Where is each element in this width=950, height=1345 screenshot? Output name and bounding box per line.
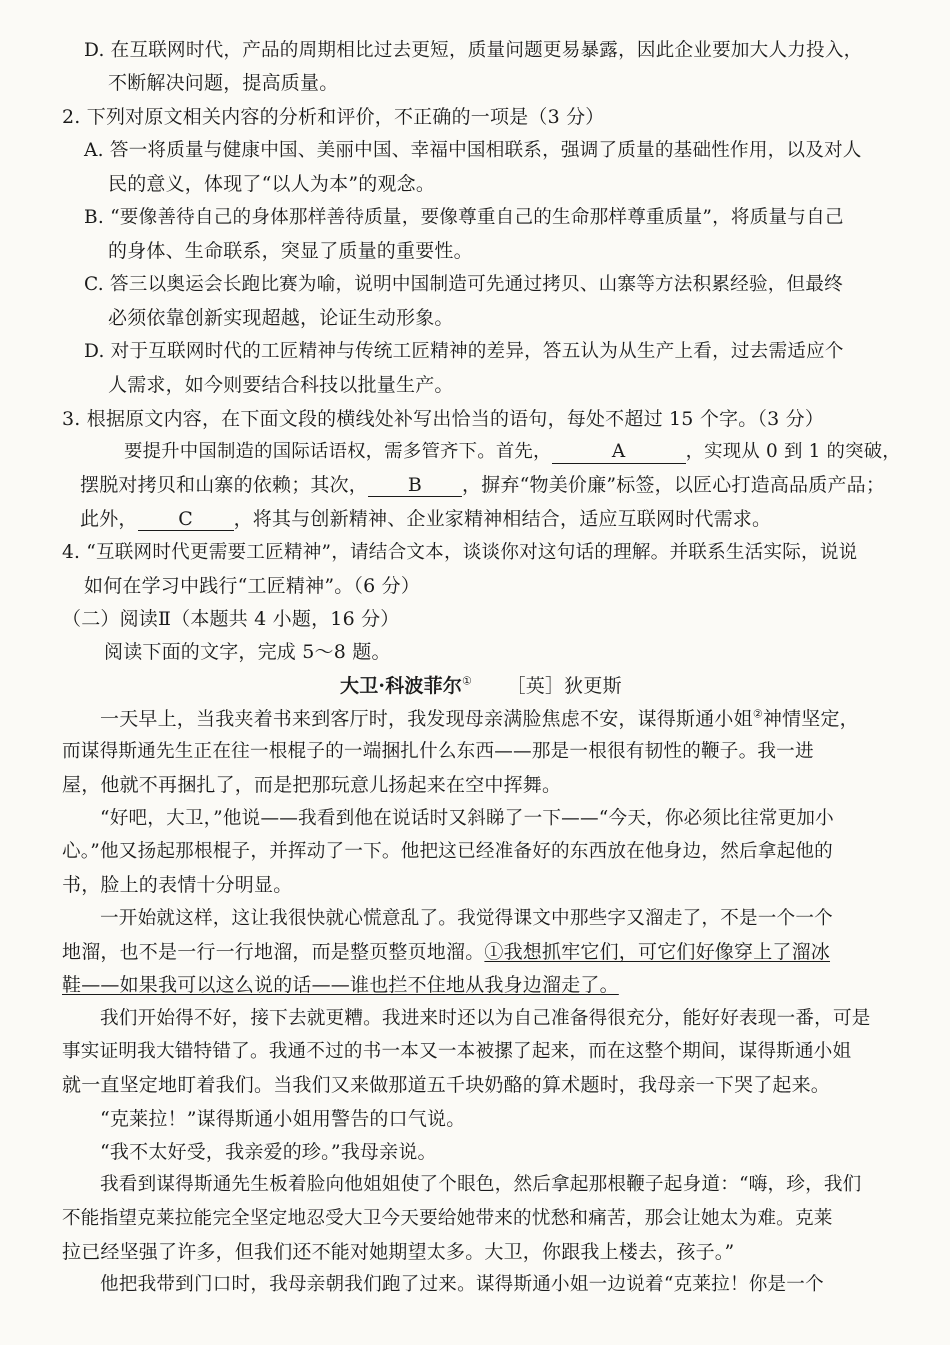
story-line-2: 而谋得斯通先生正在往一根棍子的一端捆扎什么东西——那是一根很有韧性的鞭子。我一进 <box>62 741 814 762</box>
q2-stem: 2. 下列对原文相关内容的分析和评价，不正确的一项是（3 分） <box>62 106 605 128</box>
q3-paragraph-line3 <box>80 506 771 532</box>
q2-option-a-line1: A. 答一将质量与健康中国、美丽中国、幸福中国相联系，强调了质量的基础性作用，以及对人 <box>84 140 862 161</box>
q3-paragraph-line2 <box>80 472 885 498</box>
story-line-10: 我们开始得不好，接下去就更糟。我进来时还以为自己准备得很充分，能好好表现一番，可是 <box>100 1008 871 1029</box>
story-line-1 <box>100 706 859 732</box>
story-line-15: 我看到谋得斯通先生板着脸向他姐姐使了个眼色，然后拿起那根鞭子起身道：“嗨，珍，我们 <box>100 1174 862 1195</box>
footnote-marker: ② <box>752 707 763 721</box>
story-text: 地溜，也不是一行一行地溜，而是整页整页地溜。 <box>62 941 485 963</box>
section-instruction: 阅读下面的文字，完成 5～8 题。 <box>104 641 391 663</box>
story-title-line <box>340 673 622 699</box>
story-line-16: 不能指望克莱拉能完全坚定地忍受大卫今天要给她带来的忧愁和痛苦，那会让她太为难。克莱 <box>62 1208 833 1229</box>
story-line-14: “我不太好受，我亲爱的珍。”我母亲说。 <box>100 1141 437 1163</box>
q3-text: 此外， <box>80 508 138 530</box>
q2-option-a-line2: 民的意义，体现了“以人为本”的观念。 <box>108 173 436 195</box>
section-heading: （二）阅读Ⅱ（本题共 4 小题，16 分） <box>62 608 400 630</box>
q2-option-b-line1: B. “要像善待自己的身体那样善待质量，要像尊重自己的生命那样尊重质量”，将质量与自己 <box>84 207 844 228</box>
story-line-7: 一开始就这样，这让我很快就心慌意乱了。我觉得课文中那些字又溜走了，不是一个一个 <box>100 908 833 929</box>
q2-option-d-line1: D. 对于互联网时代的工匠精神与传统工匠精神的差异，答五认为从生产上看，过去需适应个 <box>84 341 844 362</box>
story-text: 一天早上，当我夹着书来到客厅时，我发现母亲满脸焦虑不安，谋得斯通小姐 <box>100 708 753 730</box>
story-line-3: 屋，他就不再捆扎了，而是把那玩意儿扬起来在空中挥舞。 <box>62 774 562 796</box>
story-line-17: 拉已经坚强了许多，但我们还不能对她期望太多。大卫，你跟我上楼去，孩子。” <box>62 1241 735 1263</box>
blank-c[interactable]: C <box>138 508 234 531</box>
story-line-13: “克莱拉！”谋得斯通小姐用警告的口气说。 <box>100 1108 466 1130</box>
story-text: 神情坚定， <box>762 708 859 730</box>
q2-option-c-line1: C. 答三以奥运会长跑比赛为喻，说明中国制造可先通过拷贝、山寨等方法积累经验，但最终 <box>84 274 843 295</box>
story-title: 大卫·科波菲尔 <box>340 675 463 697</box>
q4-stem-line2: 如何在学习中践行“工匠精神”。（6 分） <box>84 575 421 597</box>
q3-text: ，摒弃“物美价廉”标签，以匠心打造高品质产品； <box>462 474 886 496</box>
story-line-9-underlined: 鞋——如果我可以这么说的话——谁也拦不住地从我身边溜走了。 <box>62 974 619 996</box>
q3-text: ，实现从 0 到 1 的突破， <box>685 441 901 462</box>
story-line-18: 他把我带到门口时，我母亲朝我们跑了过来。谋得斯通小姐一边说着“克莱拉！你是一个 <box>100 1274 824 1295</box>
q3-text: ，将其与创新精神、企业家精神相结合，适应互联网时代需求。 <box>233 508 772 530</box>
q3-text: 要提升中国制造的国际话语权，需多管齐下。首先， <box>124 441 552 462</box>
q3-stem: 3. 根据原文内容，在下面文段的横线处补写出恰当的语句，每处不超过 15 个字。（3 分） <box>62 408 825 430</box>
story-line-11: 事实证明我大错特错了。我通不过的书一本又一本被摞了起来，而在这整个期间，谋得斯通小姐 <box>62 1041 852 1062</box>
q2-option-c-line2: 必须依靠创新实现超越，论证生动形象。 <box>108 307 454 329</box>
blank-a[interactable]: A <box>552 441 686 464</box>
q2-option-d-line2: 人需求，如今则要结合科技以批量生产。 <box>108 374 454 396</box>
q1-option-d-line1: D. 在互联网时代，产品的周期相比过去更短，质量问题更易暴露，因此企业要加大人力投入， <box>84 40 863 61</box>
q3-paragraph-line1 <box>124 439 901 465</box>
story-line-8 <box>62 939 830 965</box>
underlined-sentence: ①我想抓牢它们，可它们好像穿上了溜冰 <box>484 941 831 963</box>
story-line-6: 书，脸上的表情十分明显。 <box>62 874 293 896</box>
blank-b[interactable]: B <box>368 474 462 497</box>
q1-option-d-line2: 不断解决问题，提高质量。 <box>108 72 339 94</box>
footnote-marker: ① <box>462 674 473 688</box>
q4-stem-line1: 4. “互联网时代更需要工匠精神”，请结合文本，谈谈你对这句话的理解。并联系生活实际，说说 <box>62 542 858 563</box>
story-author: ［英］狄更斯 <box>506 675 622 697</box>
q2-option-b-line2: 的身体、生命联系，突显了质量的重要性。 <box>108 240 473 262</box>
story-line-12: 就一直坚定地盯着我们。当我们又来做那道五千块奶酪的算术题时，我母亲一下哭了起来。 <box>62 1074 831 1096</box>
story-line-5: 心。”他又扬起那根棍子，并挥动了一下。他把这已经准备好的东西放在他身边，然后拿起他的 <box>62 841 833 862</box>
story-line-4: “好吧，大卫，”他说——我看到他在说话时又斜睇了一下——“今天，你必须比往常更加小 <box>100 808 834 829</box>
q3-text: 摆脱对拷贝和山寨的依赖；其次， <box>80 474 369 496</box>
